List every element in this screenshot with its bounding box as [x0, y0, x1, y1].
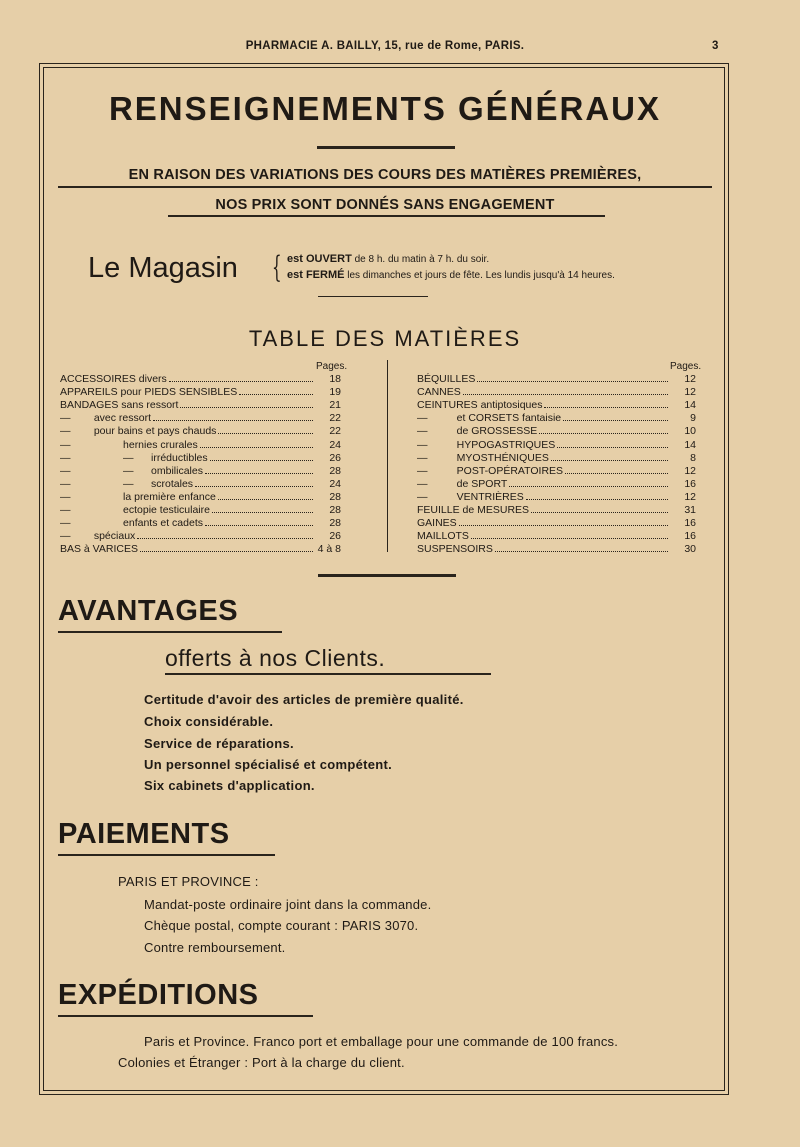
toc-entry-page: 12 [684, 386, 696, 399]
toc-entry-page: 22 [329, 412, 341, 425]
toc-end-rule [318, 574, 456, 577]
toc-leader-dots [195, 486, 313, 487]
toc-entry-label: APPAREILS pour PIEDS SENSIBLES [60, 386, 238, 399]
toc-leader-dots [239, 394, 313, 395]
toc-row [417, 372, 696, 385]
toc-entry-page: 22 [329, 425, 341, 438]
toc-entry-page: 16 [684, 530, 696, 543]
toc-row [417, 490, 696, 503]
toc-leader-dots [471, 538, 668, 539]
magasin-closed-keyword: est FERMÉ [287, 269, 345, 281]
page-frame-inner [43, 67, 725, 1091]
toc-entry-label: GAINES [417, 517, 457, 530]
toc-entry-label: MAILLOTS [417, 530, 469, 543]
main-title: RENSEIGNEMENTS GÉNÉRAUX [108, 90, 662, 127]
toc-entry-label: — hernies crurales [60, 438, 198, 451]
toc-entry-page: 30 [684, 543, 696, 556]
toc-row [417, 516, 696, 529]
toc-row [417, 424, 696, 437]
toc-entry-label: — enfants et cadets [60, 517, 203, 530]
toc-row [417, 398, 696, 411]
toc-leader-dots [539, 433, 668, 434]
toc-entry-page: 31 [684, 504, 696, 516]
avantages-title: AVANTAGES [58, 595, 239, 627]
toc-entry-label: CANNES [417, 386, 461, 399]
toc-leader-dots [200, 447, 313, 448]
toc-entry-label: — avec ressort [60, 412, 152, 425]
toc-column-separator [387, 360, 388, 552]
toc-entry-page: 28 [329, 464, 341, 477]
toc-entry-page: 9 [690, 412, 696, 425]
toc-entry-page: 12 [684, 373, 696, 385]
toc-leader-dots [169, 381, 313, 382]
toc-leader-dots [477, 381, 668, 382]
toc-row [60, 451, 341, 464]
toc-leader-dots [153, 420, 313, 421]
expeditions-title: EXPÉDITIONS [58, 979, 259, 1011]
toc-leader-dots [551, 460, 668, 461]
toc-entry-page: 4 à 8 [317, 543, 341, 556]
paiement-item: Mandat-poste ordinaire joint dans la commande. [144, 897, 432, 912]
toc-row [417, 464, 696, 477]
toc-row [60, 516, 341, 529]
toc-entry-page: 28 [329, 490, 341, 503]
toc-entry-label: — — scrotales [60, 477, 194, 490]
toc-leader-dots [495, 551, 668, 552]
notice-line-1: EN RAISON DES VARIATIONS DES COURS DES MATIÈRES PREMIÈRES, [128, 167, 642, 183]
toc-entry-label: — et CORSETS fantaisie [417, 412, 562, 425]
toc-entry-page: 28 [329, 504, 341, 516]
toc-leader-dots [212, 512, 313, 513]
running-head-text: PHARMACIE A. BAILLY, 15, rue de Rome, PARIS. [245, 40, 525, 52]
magasin-rule [318, 296, 428, 297]
magasin-brace: { [272, 250, 282, 285]
toc-entry-label: — pour bains et pays chauds [60, 425, 217, 438]
toc-row [417, 477, 696, 490]
expeditions-line-1: Paris et Province. Franco port et emballage pour une commande de 100 francs. [144, 1034, 619, 1049]
toc-leader-dots [563, 420, 668, 421]
magasin-open-line [287, 253, 489, 265]
toc-row [60, 411, 341, 424]
magasin-closed-days: les dimanches et jours de fête. Les lundis jusqu'à 14 heures. [347, 270, 615, 281]
toc-entry-page: 16 [684, 517, 696, 530]
toc-entry-label: BANDAGES sans ressort [60, 399, 179, 412]
notice-line-2: NOS PRIX SONT DONNÉS SANS ENGAGEMENT [215, 197, 555, 213]
toc-row [60, 372, 341, 385]
toc-leader-dots [531, 512, 668, 513]
toc-entry-page: 26 [329, 530, 341, 543]
avantages-subtitle-underline [165, 673, 491, 675]
toc-entry-page: 21 [329, 399, 341, 412]
page-number: 3 [712, 40, 719, 52]
toc-entry-label: SUSPENSOIRS [417, 543, 493, 556]
toc-leader-dots [509, 486, 668, 487]
notice-underline-2 [168, 215, 605, 217]
toc-row [417, 438, 696, 451]
toc-leader-dots [137, 538, 313, 539]
toc-leader-dots [180, 407, 313, 408]
avantage-item: Un personnel spécialisé et compétent. [144, 757, 393, 772]
toc-entry-label: — HYPOGASTRIQUES [417, 438, 556, 451]
toc-right-pages-header: Pages. [670, 361, 702, 372]
toc-entry-label: — ectopie testiculaire [60, 504, 210, 516]
toc-entry-label: CEINTURES antiptosiques [417, 399, 543, 412]
toc-entry-page: 19 [329, 386, 341, 399]
running-head [0, 40, 800, 56]
toc-row [60, 424, 341, 437]
toc-entry-page: 10 [684, 425, 696, 438]
paiement-item: Contre remboursement. [144, 940, 286, 955]
toc-row [60, 398, 341, 411]
toc-leader-dots [557, 447, 668, 448]
toc-row [417, 503, 696, 516]
avantages-underline [58, 631, 282, 633]
avantages-subtitle: offerts à nos Clients. [165, 645, 386, 671]
toc-leader-dots [218, 433, 313, 434]
toc-leader-dots [463, 394, 668, 395]
toc-entry-label: — VENTRIÈRES [417, 490, 524, 503]
expeditions-underline [58, 1015, 313, 1017]
toc-row [60, 464, 341, 477]
toc-entry-page: 14 [684, 438, 696, 451]
toc-entry-label: — de GROSSESSE [417, 425, 538, 438]
toc-entry-label: FEUILLE de MESURES [417, 504, 530, 516]
toc-entry-label: BÉQUILLES [417, 373, 476, 385]
toc-entry-page: 14 [684, 399, 696, 412]
toc-row [60, 529, 341, 542]
magasin-open-hours: de 8 h. du matin à 7 h. du soir. [354, 254, 490, 265]
toc-row [60, 490, 341, 503]
toc-row [60, 503, 341, 516]
toc-entry-label: ACCESSOIRES divers [60, 373, 167, 385]
toc-entry-label: — POST-OPÉRATOIRES [417, 464, 564, 477]
toc-entry-page: 8 [690, 451, 696, 464]
notice-underline-1 [58, 186, 712, 188]
toc-row [417, 451, 696, 464]
toc-leader-dots [565, 473, 668, 474]
toc-entry-label: BAS à VARICES [60, 543, 139, 556]
toc-row [60, 438, 341, 451]
toc-leader-dots [140, 551, 313, 552]
toc-entry-page: 18 [329, 373, 341, 385]
toc-entry-page: 24 [329, 477, 341, 490]
magasin-label: Le Magasin [88, 252, 238, 284]
toc-entry-label: — de SPORT [417, 477, 508, 490]
toc-entry-page: 16 [684, 477, 696, 490]
toc-entry-page: 26 [329, 451, 341, 464]
toc-leader-dots [218, 499, 313, 500]
paiement-item: Chèque postal, compte courant : PARIS 3070. [144, 918, 419, 933]
toc-entry-label: — — ombilicales [60, 464, 203, 477]
toc-leader-dots [526, 499, 668, 500]
toc-entry-label: — la première enfance [60, 490, 216, 503]
toc-leader-dots [210, 460, 313, 461]
toc-row [60, 385, 341, 398]
toc-row [60, 477, 341, 490]
toc-entry-label: — MYOSTHÉNIQUES [417, 451, 549, 464]
avantage-item: Six cabinets d'application. [144, 778, 315, 793]
toc-entry-page: 24 [329, 438, 341, 451]
toc-leader-dots [544, 407, 668, 408]
toc-row [417, 411, 696, 424]
magasin-open-keyword: est OUVERT [287, 253, 352, 265]
paiements-underline [58, 854, 275, 856]
expeditions-line-2: Colonies et Étranger : Port à la charge du client. [118, 1055, 405, 1070]
toc-row [417, 529, 696, 542]
toc-entry-label: — — irréductibles [60, 451, 208, 464]
avantage-item: Certitude d'avoir des articles de première qualité. [144, 692, 464, 707]
toc-row [60, 542, 341, 555]
toc-entry-label: — spéciaux [60, 530, 136, 543]
toc-leader-dots [459, 525, 668, 526]
paiements-title: PAIEMENTS [58, 818, 230, 850]
toc-leader-dots [205, 473, 313, 474]
toc-entry-page: 12 [684, 464, 696, 477]
toc-row [417, 542, 696, 555]
toc-entry-page: 28 [329, 517, 341, 530]
title-rule [317, 146, 455, 149]
paiements-intro: PARIS ET PROVINCE : [118, 874, 259, 889]
toc-row [417, 385, 696, 398]
avantage-item: Choix considérable. [144, 714, 274, 729]
magasin-closed-line [287, 269, 615, 281]
avantage-item: Service de réparations. [144, 736, 294, 751]
toc-title: TABLE DES MATIÈRES [248, 326, 522, 351]
toc-entry-page: 12 [684, 490, 696, 503]
toc-leader-dots [205, 525, 313, 526]
toc-left-pages-header: Pages. [316, 361, 348, 372]
